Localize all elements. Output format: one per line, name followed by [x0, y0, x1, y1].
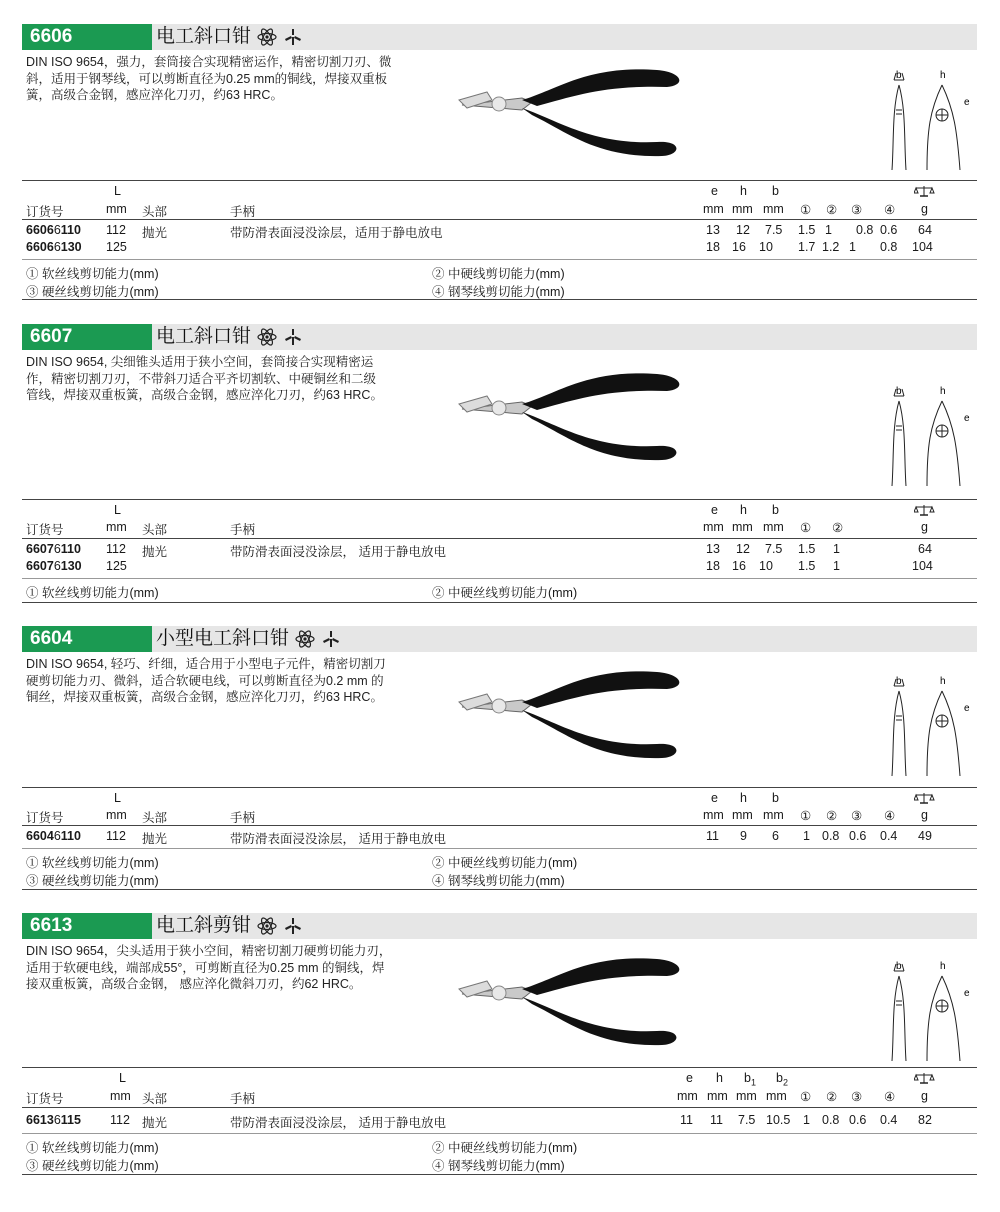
- section-6607: [22, 324, 977, 604]
- order-number: 66076130: [26, 559, 82, 573]
- col-e: e: [711, 791, 718, 805]
- col-e-unit: mm: [703, 202, 724, 216]
- col-L: L: [114, 503, 121, 517]
- col-h-unit: mm: [732, 202, 753, 216]
- col-g: g: [921, 808, 928, 822]
- svg-text:b: b: [896, 70, 902, 81]
- atom-icon: [257, 327, 277, 347]
- cell-2: 1: [825, 223, 832, 237]
- note-1: ① 软丝线剪切能力(mm): [26, 856, 159, 870]
- cell-g: 49: [918, 829, 932, 843]
- col-L-unit: mm: [110, 1089, 131, 1103]
- section-6604: [22, 626, 977, 896]
- order-number: 66046110: [26, 829, 81, 843]
- order-number: 66066110: [26, 223, 81, 237]
- desc-line: 硬剪切能力刃、微斜，适合软硬电线，可以剪断直径为0.2 mm 的: [26, 673, 384, 688]
- cell-handle: 带防滑表面浸没涂层， 适用于静电放电: [230, 545, 446, 559]
- product-description: [26, 656, 411, 706]
- note-2: ② 中硬丝线剪切能力(mm): [432, 856, 578, 870]
- cell-2: 1: [833, 542, 840, 556]
- col-head: 头部: [142, 811, 168, 825]
- col-L-unit: mm: [106, 202, 127, 216]
- col-b: b: [772, 791, 779, 805]
- col-b2-unit: mm: [766, 1089, 787, 1103]
- svg-text:h: h: [940, 70, 946, 81]
- product-code: 6607: [22, 324, 152, 350]
- note-1: ① 软丝线剪切能力(mm): [26, 586, 159, 600]
- svg-text:b: b: [896, 961, 902, 972]
- plier-image: [427, 60, 697, 170]
- cell-b: 7.5: [765, 542, 783, 556]
- atom-icon: [257, 27, 277, 47]
- col-1: ①: [800, 1090, 812, 1104]
- col-g: g: [921, 520, 928, 534]
- note-3: ③ 硬丝线剪切能力(mm): [26, 1159, 159, 1173]
- col-e: e: [686, 1071, 693, 1085]
- col-h-unit: mm: [732, 520, 753, 534]
- product-description: [26, 54, 411, 104]
- cell-g: 82: [918, 1113, 932, 1127]
- col-L: L: [119, 1071, 126, 1085]
- col-4: ④: [884, 1090, 896, 1104]
- note-2: ② 中硬线剪切能力(mm): [432, 267, 565, 281]
- cell-4: 0.8: [880, 240, 898, 254]
- col-order: 订货号: [26, 811, 64, 825]
- desc-line: 适用于软硬电线，端部成55°，可剪断直径为0.25 mm 的铜线，焊: [26, 960, 385, 975]
- desc-line: 铜丝，焊接双重板簧，高级合金钢，感应淬化刀刃，约63 HRC。: [26, 690, 383, 704]
- section-6606: [22, 24, 977, 304]
- col-L: L: [114, 791, 121, 805]
- col-h: h: [740, 503, 747, 517]
- col-g: g: [921, 202, 928, 216]
- desc-line: 簧，高级合金钢，感应淬化刀刃，约63 HRC。: [26, 88, 283, 102]
- cell-3: 0.6: [849, 829, 867, 843]
- col-head: 头部: [142, 1092, 168, 1106]
- dimension-diagram: [882, 70, 977, 175]
- cell-2: 1: [833, 559, 840, 573]
- cell-b2: 10.5: [766, 1113, 791, 1127]
- cell-e: 18: [706, 559, 720, 573]
- product-code: 6604: [22, 626, 152, 652]
- desc-line: DIN ISO 9654, 尖细锥头适用于狭小空间，套筒接合实现精密运: [26, 355, 374, 369]
- cell-1: 1.5: [798, 223, 816, 237]
- col-e: e: [711, 503, 718, 517]
- col-handle: 手柄: [230, 1092, 256, 1106]
- col-h: h: [716, 1071, 723, 1085]
- note-4: ④ 钢琴线剪切能力(mm): [432, 874, 565, 888]
- order-number: 66066130: [26, 240, 82, 254]
- desc-line: DIN ISO 9654，强力，套筒接合实现精密运作，精密切割刀刃、微: [26, 55, 392, 69]
- desc-line: 作，精密切割刀刃，不带斜刀适合平齐切割软、中硬铜丝和二级: [26, 371, 377, 386]
- product-code: 6606: [22, 24, 152, 50]
- cell-b: 6: [772, 829, 779, 843]
- fan-icon: [283, 27, 303, 47]
- plier-image: [427, 662, 697, 772]
- note-1: ① 软丝线剪切能力(mm): [26, 1141, 159, 1155]
- fan-icon: [283, 327, 303, 347]
- cell-b1: 7.5: [738, 1113, 756, 1127]
- col-L: L: [114, 184, 121, 198]
- cell-h: 9: [740, 829, 747, 843]
- svg-text:e: e: [964, 988, 970, 999]
- cell-3: 0.6: [849, 1113, 867, 1127]
- col-e-unit: mm: [703, 808, 724, 822]
- scale-icon: [914, 1072, 936, 1084]
- col-b-unit: mm: [763, 520, 784, 534]
- note-1: ① 软丝线剪切能力(mm): [26, 267, 159, 281]
- product-code: 6613: [22, 913, 152, 939]
- col-3: ③: [851, 203, 863, 217]
- product-title: [156, 913, 303, 939]
- product-description: [26, 354, 411, 404]
- product-title-text: 电工斜口钳: [156, 26, 252, 47]
- desc-line: 管线，焊接双重板簧，高级合金钢，感应淬化刀刃，约63 HRC。: [26, 388, 383, 402]
- cell-b: 7.5: [765, 223, 783, 237]
- product-title: [156, 324, 303, 350]
- order-number: 66076110: [26, 542, 81, 556]
- cell-g: 104: [912, 559, 933, 573]
- col-head: 头部: [142, 205, 168, 219]
- col-b-unit: mm: [763, 808, 784, 822]
- svg-text:e: e: [964, 703, 970, 714]
- product-title: [156, 626, 341, 652]
- col-b2: $b_2$: [776, 1071, 788, 1088]
- cell-e: 13: [706, 542, 720, 556]
- section-6613: [22, 913, 977, 1183]
- desc-line: 接双重板簧，高级合金钢， 感应淬化微斜刀刃，约62 HRC。: [26, 977, 362, 991]
- atom-icon: [295, 629, 315, 649]
- col-2: ②: [826, 203, 838, 217]
- order-number: 66136115: [26, 1113, 81, 1127]
- plier-image: [427, 949, 697, 1059]
- cell-L: 125: [106, 559, 127, 573]
- product-description: [26, 943, 426, 993]
- col-1: ①: [800, 521, 812, 535]
- cell-handle: 带防滑表面浸没涂层，适用于静电放电: [230, 226, 443, 240]
- col-L-unit: mm: [106, 808, 127, 822]
- cell-1: 1.5: [798, 559, 816, 573]
- cell-3: 0.8: [856, 223, 874, 237]
- cell-2: 1.2: [822, 240, 840, 254]
- col-4: ④: [884, 203, 896, 217]
- product-title-text: 电工斜剪钳: [156, 915, 252, 936]
- col-b1-unit: mm: [736, 1089, 757, 1103]
- fan-icon: [321, 629, 341, 649]
- cell-h: 11: [710, 1113, 723, 1127]
- desc-line: DIN ISO 9654，尖头适用于狭小空间，精密切割刀硬剪切能力刃，: [26, 944, 392, 958]
- cell-e: 13: [706, 223, 720, 237]
- plier-image: [427, 364, 697, 474]
- col-2: ②: [826, 809, 838, 823]
- col-head: 头部: [142, 523, 168, 537]
- cell-g: 64: [918, 542, 932, 556]
- cell-1: 1: [803, 829, 810, 843]
- cell-e: 11: [680, 1113, 693, 1127]
- col-1: ①: [800, 203, 812, 217]
- cell-h: 16: [732, 240, 746, 254]
- cell-4: 0.4: [880, 1113, 898, 1127]
- cell-1: 1.5: [798, 542, 816, 556]
- cell-h: 12: [736, 223, 750, 237]
- section-header: [22, 24, 977, 50]
- cell-2: 0.8: [822, 829, 840, 843]
- dimension-diagram: [882, 676, 977, 781]
- cell-g: 104: [912, 240, 933, 254]
- atom-icon: [257, 916, 277, 936]
- cell-L: 112: [106, 223, 126, 237]
- cell-h: 12: [736, 542, 750, 556]
- col-2: ②: [826, 1090, 838, 1104]
- svg-text:b: b: [896, 676, 902, 687]
- col-order: 订货号: [26, 523, 64, 537]
- scale-icon: [914, 185, 936, 197]
- dimension-diagram: [882, 386, 977, 491]
- col-h-unit: mm: [707, 1089, 728, 1103]
- scale-icon: [914, 504, 936, 516]
- cell-4: 0.4: [880, 829, 898, 843]
- cell-L: 112: [110, 1113, 130, 1127]
- cell-head: 抛光: [142, 1116, 168, 1130]
- note-3: ③ 硬丝线剪切能力(mm): [26, 874, 159, 888]
- product-title-text: 小型电工斜口钳: [156, 628, 290, 649]
- cell-b: 10: [759, 559, 773, 573]
- cell-L: 112: [106, 542, 126, 556]
- col-order: 订货号: [26, 205, 64, 219]
- cell-L: 112: [106, 829, 126, 843]
- section-header: [22, 626, 977, 652]
- section-header: [22, 913, 977, 939]
- section-header: [22, 324, 977, 350]
- product-title: [156, 24, 303, 50]
- cell-b: 10: [759, 240, 773, 254]
- col-b: b: [772, 503, 779, 517]
- svg-text:h: h: [940, 961, 946, 972]
- desc-line: DIN ISO 9654, 轻巧、纤细，适合用于小型电子元件，精密切割刀: [26, 657, 386, 671]
- cell-e: 18: [706, 240, 720, 254]
- cell-head: 抛光: [142, 832, 168, 846]
- col-handle: 手柄: [230, 523, 256, 537]
- col-3: ③: [851, 809, 863, 823]
- col-h-unit: mm: [732, 808, 753, 822]
- fan-icon: [283, 916, 303, 936]
- cell-L: 125: [106, 240, 127, 254]
- cell-g: 64: [918, 223, 932, 237]
- col-h: h: [740, 791, 747, 805]
- svg-text:e: e: [964, 413, 970, 424]
- col-handle: 手柄: [230, 811, 256, 825]
- col-h: h: [740, 184, 747, 198]
- cell-handle: 带防滑表面浸没涂层， 适用于静电放电: [230, 832, 446, 846]
- cell-e: 11: [706, 829, 719, 843]
- note-4: ④ 钢琴线剪切能力(mm): [432, 285, 565, 299]
- col-b-unit: mm: [763, 202, 784, 216]
- desc-line: 斜，适用于钢琴线，可以剪断直径为0.25 mm的铜线，焊接双重板: [26, 71, 388, 86]
- note-2: ② 中硬丝线剪切能力(mm): [432, 1141, 578, 1155]
- cell-head: 抛光: [142, 545, 168, 559]
- svg-text:h: h: [940, 386, 946, 397]
- cell-1: 1: [803, 1113, 810, 1127]
- note-2: ② 中硬丝线剪切能力(mm): [432, 586, 578, 600]
- col-handle: 手柄: [230, 205, 256, 219]
- cell-head: 抛光: [142, 226, 168, 240]
- dimension-diagram: [882, 961, 977, 1066]
- col-b1: $b_1$: [744, 1071, 756, 1088]
- col-2: ②: [832, 521, 844, 535]
- col-e: e: [711, 184, 718, 198]
- col-e-unit: mm: [703, 520, 724, 534]
- col-L-unit: mm: [106, 520, 127, 534]
- cell-2: 0.8: [822, 1113, 840, 1127]
- col-4: ④: [884, 809, 896, 823]
- product-title-text: 电工斜口钳: [156, 326, 252, 347]
- note-3: ③ 硬丝线剪切能力(mm): [26, 285, 159, 299]
- scale-icon: [914, 792, 936, 804]
- cell-handle: 带防滑表面浸没涂层， 适用于静电放电: [230, 1116, 446, 1130]
- col-1: ①: [800, 809, 812, 823]
- col-3: ③: [851, 1090, 863, 1104]
- cell-h: 16: [732, 559, 746, 573]
- cell-3: 1: [849, 240, 856, 254]
- cell-4: 0.6: [880, 223, 898, 237]
- note-4: ④ 钢琴线剪切能力(mm): [432, 1159, 565, 1173]
- svg-text:b: b: [896, 386, 902, 397]
- cell-1: 1.7: [798, 240, 816, 254]
- col-b: b: [772, 184, 779, 198]
- col-g: g: [921, 1089, 928, 1103]
- col-order: 订货号: [26, 1092, 64, 1106]
- col-e-unit: mm: [677, 1089, 698, 1103]
- svg-text:h: h: [940, 676, 946, 687]
- svg-text:e: e: [964, 97, 970, 108]
